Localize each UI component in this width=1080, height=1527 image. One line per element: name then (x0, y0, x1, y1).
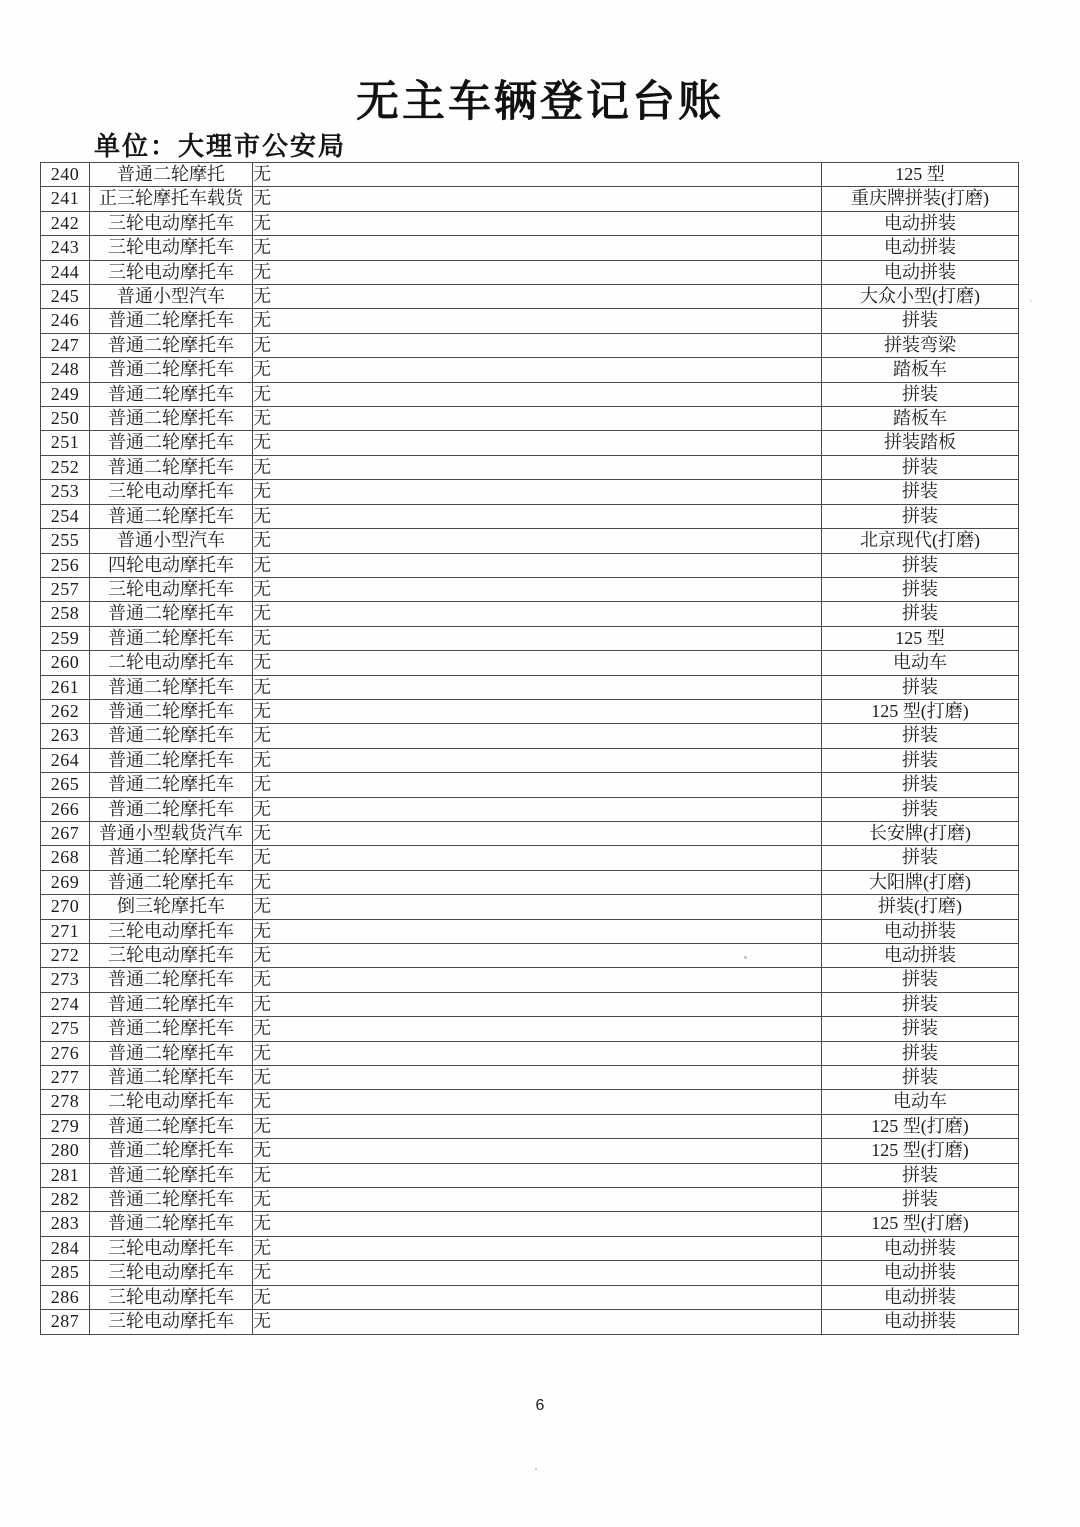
cell-remark: 长安牌(打磨) (822, 821, 1019, 845)
cell-remark: 125 型 (822, 163, 1019, 187)
cell-owner: 无 (253, 407, 822, 431)
cell-vehicle-type: 三轮电动摩托车 (90, 1310, 253, 1334)
cell-remark: 电动车 (822, 651, 1019, 675)
cell-vehicle-type: 三轮电动摩托车 (90, 1285, 253, 1309)
cell-remark: 重庆牌拼装(打磨) (822, 187, 1019, 211)
cell-vehicle-type: 三轮电动摩托车 (90, 577, 253, 601)
scan-speck (535, 1468, 537, 1470)
cell-row-number: 264 (41, 748, 90, 772)
cell-owner: 无 (253, 821, 822, 845)
cell-vehicle-type: 三轮电动摩托车 (90, 211, 253, 235)
cell-owner: 无 (253, 1310, 822, 1334)
cell-row-number: 252 (41, 455, 90, 479)
cell-remark: 拼装 (822, 675, 1019, 699)
cell-vehicle-type: 普通二轮摩托车 (90, 797, 253, 821)
cell-vehicle-type: 普通二轮摩托车 (90, 455, 253, 479)
table-row (41, 1017, 1019, 1041)
cell-row-number: 249 (41, 382, 90, 406)
cell-remark: 踏板车 (822, 407, 1019, 431)
cell-remark: 拼装 (822, 1188, 1019, 1212)
table-row (41, 529, 1019, 553)
cell-owner: 无 (253, 333, 822, 357)
cell-remark: 电动拼装 (822, 944, 1019, 968)
cell-vehicle-type: 普通二轮摩托车 (90, 1017, 253, 1041)
table-row (41, 1310, 1019, 1334)
ledger-table-body (41, 163, 1019, 1335)
cell-row-number: 285 (41, 1261, 90, 1285)
cell-row-number: 284 (41, 1236, 90, 1260)
cell-owner: 无 (253, 992, 822, 1016)
cell-vehicle-type: 三轮电动摩托车 (90, 480, 253, 504)
cell-vehicle-type: 普通二轮摩托车 (90, 431, 253, 455)
cell-remark: 拼装踏板 (822, 431, 1019, 455)
cell-row-number: 251 (41, 431, 90, 455)
table-row (41, 358, 1019, 382)
cell-row-number: 241 (41, 187, 90, 211)
scan-speck (1030, 300, 1032, 302)
cell-owner: 无 (253, 1212, 822, 1236)
table-row (41, 626, 1019, 650)
cell-vehicle-type: 普通二轮摩托车 (90, 1066, 253, 1090)
cell-vehicle-type: 三轮电动摩托车 (90, 260, 253, 284)
cell-owner: 无 (253, 651, 822, 675)
cell-remark: 电动拼装 (822, 1285, 1019, 1309)
cell-row-number: 261 (41, 675, 90, 699)
cell-vehicle-type: 普通小型汽车 (90, 529, 253, 553)
cell-owner: 无 (253, 944, 822, 968)
cell-remark: 电动拼装 (822, 1310, 1019, 1334)
cell-vehicle-type: 普通二轮摩托车 (90, 1188, 253, 1212)
cell-owner: 无 (253, 1114, 822, 1138)
cell-vehicle-type: 普通二轮摩托车 (90, 724, 253, 748)
cell-vehicle-type: 三轮电动摩托车 (90, 919, 253, 943)
cell-owner: 无 (253, 211, 822, 235)
cell-remark: 电动拼装 (822, 919, 1019, 943)
cell-vehicle-type: 普通二轮摩托车 (90, 358, 253, 382)
cell-remark: 拼装 (822, 309, 1019, 333)
cell-remark: 拼装 (822, 1163, 1019, 1187)
table-row (41, 1261, 1019, 1285)
cell-row-number: 270 (41, 895, 90, 919)
cell-owner: 无 (253, 748, 822, 772)
cell-owner: 无 (253, 699, 822, 723)
cell-row-number: 276 (41, 1041, 90, 1065)
cell-row-number: 242 (41, 211, 90, 235)
cell-remark: 拼装 (822, 1066, 1019, 1090)
table-row (41, 309, 1019, 333)
cell-row-number: 280 (41, 1139, 90, 1163)
cell-row-number: 265 (41, 773, 90, 797)
cell-remark: 电动拼装 (822, 211, 1019, 235)
cell-remark: 拼装 (822, 455, 1019, 479)
cell-owner: 无 (253, 968, 822, 992)
cell-row-number: 255 (41, 529, 90, 553)
cell-row-number: 283 (41, 1212, 90, 1236)
cell-owner: 无 (253, 919, 822, 943)
cell-remark: 拼装 (822, 773, 1019, 797)
cell-remark: 拼装 (822, 577, 1019, 601)
cell-vehicle-type: 普通二轮摩托车 (90, 968, 253, 992)
cell-remark: 125 型(打磨) (822, 699, 1019, 723)
cell-vehicle-type: 普通二轮摩托车 (90, 675, 253, 699)
cell-remark: 拼装 (822, 797, 1019, 821)
cell-row-number: 245 (41, 285, 90, 309)
cell-row-number: 250 (41, 407, 90, 431)
table-row (41, 1188, 1019, 1212)
cell-owner: 无 (253, 675, 822, 699)
unit-label: 单位：大理市公安局 (94, 132, 347, 161)
cell-row-number: 268 (41, 846, 90, 870)
cell-remark: 电动拼装 (822, 260, 1019, 284)
cell-vehicle-type: 普通二轮摩托车 (90, 1139, 253, 1163)
cell-vehicle-type: 普通二轮摩托车 (90, 1114, 253, 1138)
table-row (41, 797, 1019, 821)
table-row (41, 919, 1019, 943)
cell-remark: 拼装 (822, 968, 1019, 992)
table-row (41, 480, 1019, 504)
cell-row-number: 262 (41, 699, 90, 723)
cell-remark: 拼装 (822, 1017, 1019, 1041)
table-row (41, 773, 1019, 797)
cell-row-number: 266 (41, 797, 90, 821)
table-row (41, 1139, 1019, 1163)
table-row (41, 1090, 1019, 1114)
cell-remark: 125 型(打磨) (822, 1139, 1019, 1163)
cell-row-number: 286 (41, 1285, 90, 1309)
cell-remark: 电动拼装 (822, 1261, 1019, 1285)
cell-owner: 无 (253, 602, 822, 626)
cell-remark: 拼装 (822, 382, 1019, 406)
cell-vehicle-type: 普通二轮摩托车 (90, 748, 253, 772)
table-row (41, 870, 1019, 894)
cell-owner: 无 (253, 260, 822, 284)
cell-owner: 无 (253, 236, 822, 260)
table-row (41, 748, 1019, 772)
cell-owner: 无 (253, 846, 822, 870)
table-row (41, 1163, 1019, 1187)
table-row (41, 1114, 1019, 1138)
cell-vehicle-type: 普通二轮摩托车 (90, 602, 253, 626)
cell-owner: 无 (253, 724, 822, 748)
cell-owner: 无 (253, 1017, 822, 1041)
cell-owner: 无 (253, 1285, 822, 1309)
cell-vehicle-type: 倒三轮摩托车 (90, 895, 253, 919)
cell-owner: 无 (253, 1041, 822, 1065)
cell-owner: 无 (253, 309, 822, 333)
cell-vehicle-type: 普通二轮摩托车 (90, 1163, 253, 1187)
table-row (41, 968, 1019, 992)
cell-remark: 125 型 (822, 626, 1019, 650)
cell-vehicle-type: 四轮电动摩托车 (90, 553, 253, 577)
cell-remark: 拼装 (822, 846, 1019, 870)
cell-remark: 大众小型(打磨) (822, 285, 1019, 309)
cell-row-number: 287 (41, 1310, 90, 1334)
cell-row-number: 281 (41, 1163, 90, 1187)
cell-owner: 无 (253, 1066, 822, 1090)
table-row (41, 675, 1019, 699)
table-row (41, 1212, 1019, 1236)
cell-row-number: 277 (41, 1066, 90, 1090)
cell-vehicle-type: 普通二轮摩托车 (90, 504, 253, 528)
cell-owner: 无 (253, 358, 822, 382)
table-row (41, 699, 1019, 723)
cell-vehicle-type: 普通二轮摩托车 (90, 309, 253, 333)
table-row (41, 992, 1019, 1016)
cell-row-number: 282 (41, 1188, 90, 1212)
cell-remark: 拼装弯梁 (822, 333, 1019, 357)
table-row (41, 724, 1019, 748)
cell-remark: 125 型(打磨) (822, 1114, 1019, 1138)
cell-owner: 无 (253, 895, 822, 919)
cell-remark: 拼装 (822, 724, 1019, 748)
cell-vehicle-type: 普通二轮摩托车 (90, 333, 253, 357)
cell-owner: 无 (253, 1188, 822, 1212)
cell-owner: 无 (253, 1236, 822, 1260)
cell-owner: 无 (253, 163, 822, 187)
cell-vehicle-type: 普通二轮摩托车 (90, 626, 253, 650)
scan-speck (744, 956, 747, 959)
cell-remark: 125 型(打磨) (822, 1212, 1019, 1236)
cell-vehicle-type: 普通二轮摩托车 (90, 870, 253, 894)
table-row (41, 1066, 1019, 1090)
cell-vehicle-type: 普通二轮摩托车 (90, 382, 253, 406)
table-row (41, 846, 1019, 870)
cell-row-number: 267 (41, 821, 90, 845)
cell-owner: 无 (253, 870, 822, 894)
table-row (41, 163, 1019, 187)
table-row (41, 1285, 1019, 1309)
table-row (41, 895, 1019, 919)
table-row (41, 1236, 1019, 1260)
table-row (41, 407, 1019, 431)
ledger-table (40, 162, 1019, 1335)
cell-owner: 无 (253, 577, 822, 601)
cell-remark: 电动拼装 (822, 236, 1019, 260)
cell-owner: 无 (253, 504, 822, 528)
table-row (41, 577, 1019, 601)
page-number: 6 (535, 1397, 545, 1414)
cell-vehicle-type: 普通二轮摩托车 (90, 1212, 253, 1236)
cell-vehicle-type: 普通二轮摩托车 (90, 992, 253, 1016)
cell-owner: 无 (253, 455, 822, 479)
table-row (41, 1041, 1019, 1065)
cell-vehicle-type: 普通二轮摩托 (90, 163, 253, 187)
cell-owner: 无 (253, 1261, 822, 1285)
cell-vehicle-type: 普通小型汽车 (90, 285, 253, 309)
cell-row-number: 279 (41, 1114, 90, 1138)
table-row (41, 602, 1019, 626)
cell-vehicle-type: 普通二轮摩托车 (90, 407, 253, 431)
cell-owner: 无 (253, 553, 822, 577)
cell-owner: 无 (253, 480, 822, 504)
cell-owner: 无 (253, 1090, 822, 1114)
table-row (41, 285, 1019, 309)
cell-row-number: 248 (41, 358, 90, 382)
cell-remark: 拼装 (822, 480, 1019, 504)
cell-row-number: 263 (41, 724, 90, 748)
cell-vehicle-type: 普通二轮摩托车 (90, 773, 253, 797)
cell-row-number: 246 (41, 309, 90, 333)
cell-row-number: 278 (41, 1090, 90, 1114)
cell-row-number: 260 (41, 651, 90, 675)
cell-row-number: 271 (41, 919, 90, 943)
cell-row-number: 273 (41, 968, 90, 992)
table-row (41, 553, 1019, 577)
cell-remark: 拼装 (822, 602, 1019, 626)
table-row (41, 944, 1019, 968)
table-row (41, 382, 1019, 406)
table-row (41, 504, 1019, 528)
cell-remark: 拼装 (822, 1041, 1019, 1065)
cell-owner: 无 (253, 1139, 822, 1163)
cell-row-number: 258 (41, 602, 90, 626)
table-row (41, 333, 1019, 357)
table-row (41, 821, 1019, 845)
cell-owner: 无 (253, 773, 822, 797)
table-row (41, 431, 1019, 455)
cell-vehicle-type: 二轮电动摩托车 (90, 651, 253, 675)
cell-remark: 北京现代(打磨) (822, 529, 1019, 553)
cell-vehicle-type: 三轮电动摩托车 (90, 236, 253, 260)
cell-vehicle-type: 二轮电动摩托车 (90, 1090, 253, 1114)
cell-owner: 无 (253, 1163, 822, 1187)
cell-row-number: 274 (41, 992, 90, 1016)
cell-row-number: 269 (41, 870, 90, 894)
cell-remark: 电动拼装 (822, 1236, 1019, 1260)
cell-row-number: 257 (41, 577, 90, 601)
page-title: 无主车辆登记台账 (356, 79, 724, 126)
cell-owner: 无 (253, 431, 822, 455)
cell-owner: 无 (253, 382, 822, 406)
cell-vehicle-type: 三轮电动摩托车 (90, 1261, 253, 1285)
cell-row-number: 275 (41, 1017, 90, 1041)
cell-remark: 大阳牌(打磨) (822, 870, 1019, 894)
cell-vehicle-type: 普通二轮摩托车 (90, 699, 253, 723)
cell-owner: 无 (253, 187, 822, 211)
cell-owner: 无 (253, 626, 822, 650)
table-row (41, 187, 1019, 211)
cell-vehicle-type: 正三轮摩托车载货 (90, 187, 253, 211)
cell-row-number: 254 (41, 504, 90, 528)
cell-row-number: 253 (41, 480, 90, 504)
table-row (41, 651, 1019, 675)
cell-owner: 无 (253, 797, 822, 821)
cell-row-number: 243 (41, 236, 90, 260)
cell-owner: 无 (253, 529, 822, 553)
cell-remark: 拼装 (822, 992, 1019, 1016)
cell-remark: 拼装 (822, 504, 1019, 528)
table-row (41, 260, 1019, 284)
table-row (41, 211, 1019, 235)
cell-vehicle-type: 三轮电动摩托车 (90, 944, 253, 968)
cell-row-number: 247 (41, 333, 90, 357)
cell-vehicle-type: 普通二轮摩托车 (90, 1041, 253, 1065)
cell-remark: 拼装 (822, 748, 1019, 772)
table-row (41, 236, 1019, 260)
cell-vehicle-type: 普通小型载货汽车 (90, 821, 253, 845)
table-row (41, 455, 1019, 479)
cell-owner: 无 (253, 285, 822, 309)
cell-row-number: 244 (41, 260, 90, 284)
cell-vehicle-type: 三轮电动摩托车 (90, 1236, 253, 1260)
cell-remark: 拼装 (822, 553, 1019, 577)
cell-row-number: 240 (41, 163, 90, 187)
cell-vehicle-type: 普通二轮摩托车 (90, 846, 253, 870)
cell-remark: 踏板车 (822, 358, 1019, 382)
cell-row-number: 272 (41, 944, 90, 968)
cell-remark: 拼装(打磨) (822, 895, 1019, 919)
cell-row-number: 256 (41, 553, 90, 577)
cell-row-number: 259 (41, 626, 90, 650)
cell-remark: 电动车 (822, 1090, 1019, 1114)
